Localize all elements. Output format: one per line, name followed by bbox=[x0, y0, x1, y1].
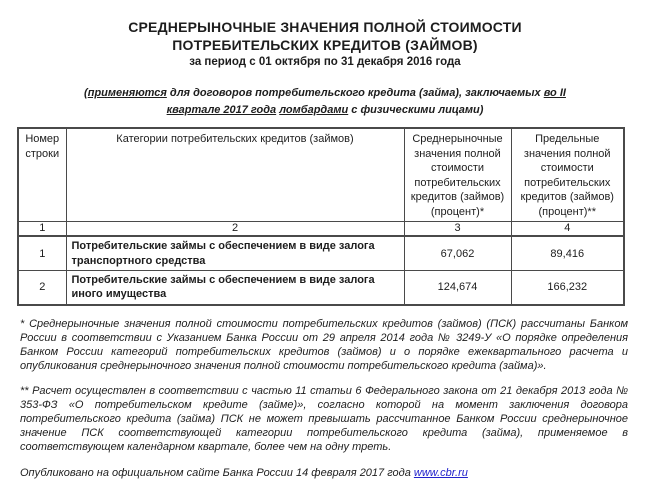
published-text: Опубликовано на официальном сайте Банка России 14 февраля 2017 года bbox=[20, 467, 414, 480]
footnote-asterisk: * Среднерыночные значения полной стоимости потребительских кредитов (займов) (ПСК) рассчитаны Банком России в соответствии с Указанием Банка России от 29 апреля 2014 года № 3249-У «О порядке определения Банком России категорий потребительских кредитов (займов) и о порядке ежеквартального расчета и опубликования среднерыночного значения полной стоимости потребительского кредита (займа)». bbox=[20, 317, 628, 372]
col-index-1: 1 bbox=[18, 222, 66, 237]
table-row bbox=[18, 236, 624, 270]
col-header-categories: Категории потребительских кредитов (займов) bbox=[66, 128, 404, 222]
column-index-row bbox=[18, 222, 624, 237]
table-row bbox=[18, 271, 624, 305]
col-header-max-values: Предельные значения полной стоимости потребительских кредитов (займов) (процент)** bbox=[511, 128, 624, 222]
period-line: за период с 01 октября по 31 декабря 2016 года bbox=[189, 56, 461, 69]
note-open: ( bbox=[84, 87, 88, 100]
page-title-line1: СРЕДНЕРЫНОЧНЫЕ ЗНАЧЕНИЯ ПОЛНОЙ СТОИМОСТИ bbox=[128, 19, 522, 35]
max-value-cell: 89,416 bbox=[511, 236, 624, 270]
page-title-line2: ПОТРЕБИТЕЛЬСКИХ КРЕДИТОВ (ЗАЙМОВ) bbox=[172, 37, 478, 54]
row-number-cell: 2 bbox=[18, 271, 66, 305]
col-header-row-number: Номер строки bbox=[18, 128, 66, 222]
table-header-row bbox=[18, 128, 624, 222]
col-index-2: 2 bbox=[66, 222, 404, 237]
note-underlined-2: во II квартале 2017 года bbox=[166, 87, 566, 116]
col-index-4: 4 bbox=[511, 222, 624, 237]
col-header-avg-values: Среднерыночные значения полной стоимости потребительских кредитов (займов) (процент)* bbox=[404, 128, 511, 222]
note-underlined-1: применяются bbox=[87, 87, 167, 100]
published-line bbox=[20, 467, 628, 479]
applicability-note bbox=[75, 85, 575, 118]
max-value-cell: 166,232 bbox=[511, 271, 624, 305]
category-cell: Потребительские займы с обеспечением в виде залога транспортного средства bbox=[66, 236, 404, 270]
col-index-3: 3 bbox=[404, 222, 511, 237]
avg-value-cell: 124,674 bbox=[404, 271, 511, 305]
note-underlined-3: ломбардами bbox=[279, 103, 349, 116]
row-number-cell: 1 bbox=[18, 236, 66, 270]
page-title bbox=[0, 18, 650, 54]
category-cell: Потребительские займы с обеспечением в виде залога иного имущества bbox=[66, 271, 404, 305]
avg-value-cell: 67,062 bbox=[404, 236, 511, 270]
footnotes-section bbox=[20, 317, 628, 455]
cost-values-table bbox=[17, 127, 625, 305]
note-tail: с физическими лицами) bbox=[348, 103, 484, 116]
note-mid: для договоров потребительского кредита (займа), заключаемых bbox=[166, 87, 544, 100]
cbr-link[interactable]: www.cbr.ru bbox=[413, 467, 468, 480]
footnote-double-asterisk: ** Расчет осуществлен в соответствии с частью 11 статьи 6 Федерального закона от 21 декабря 2013 года № 353-ФЗ «О потребительском кредите (займе)», согласно которой на момент заключения договора потребительского кредита (займа) ПСК не может превышать рассчитанное Банком России среднерыночное значение ПСК соответствующей категории потребительского кредита (займа), применяемое в соответствующем календарном квартале, более чем на одну треть. bbox=[20, 384, 628, 454]
